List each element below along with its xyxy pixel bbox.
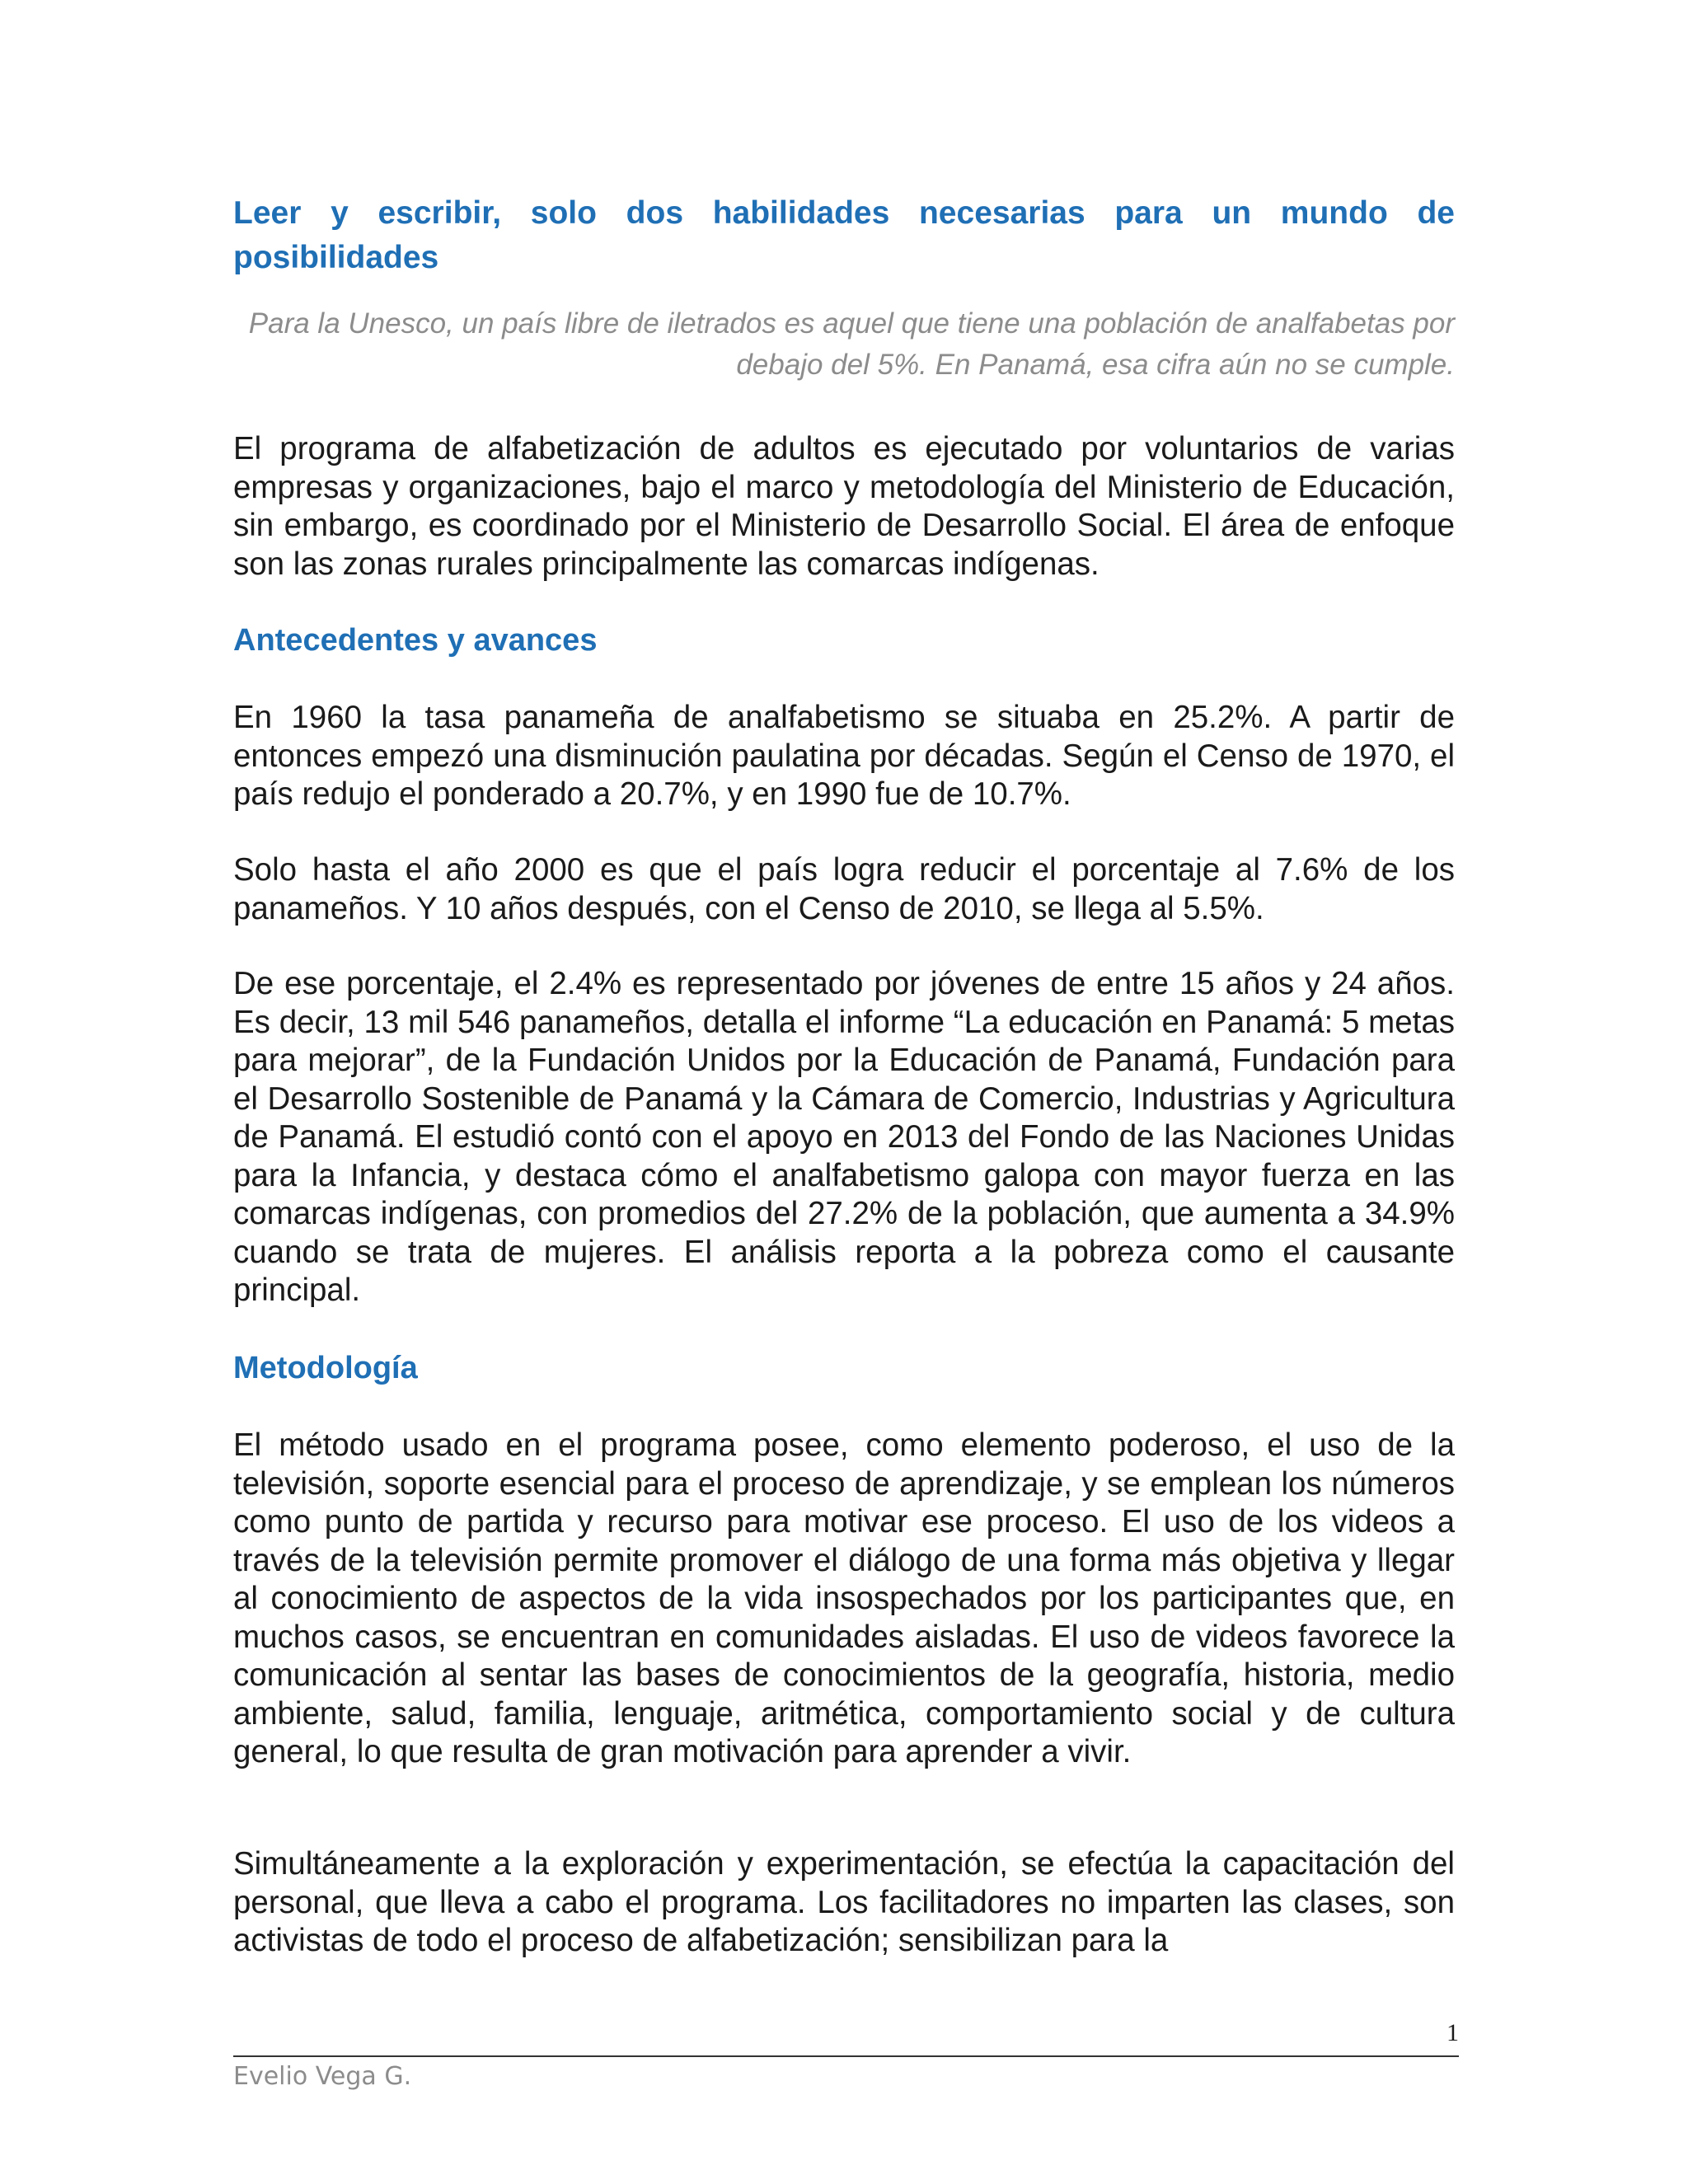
intro-block (233, 430, 1455, 583)
section-antecedentes (233, 620, 1455, 661)
section1-paragraph-2-block (233, 851, 1455, 928)
document-subtitle: Para la Unesco, un país libre de iletrados es aquel que tiene una población de analfabetas por debajo del 5%. En Panamá, esa cifra aún no se cumple. (248, 307, 1455, 381)
section2-paragraph-1-block (233, 1427, 1455, 1772)
section-heading-antecedentes: Antecedentes y avances (233, 623, 598, 658)
section2-paragraph-1: El método usado en el programa posee, como elemento poderoso, el uso de la televisión, soporte esencial para el proceso de aprendizaje, y se emplean los números como punto de partida y recurso para motivar ese proceso. El uso de los videos a través de la televisión permite promover el diálogo de una forma más objetiva y llegar al conocimiento de aspectos de la vida insospechados por los participantes que, en muchos casos, se encuentran en comunidades aisladas. El uso de videos favorece la comunicación al sentar las bases de conocimientos de la geografía, historia, medio ambiente, salud, familia, lenguaje, aritmética, comportamiento social y de cultura general, lo que resulta de gran motivación para aprender a vivir. (233, 1427, 1455, 1769)
section1-paragraph-3-block (233, 965, 1455, 1310)
section1-paragraph-1-block (233, 699, 1455, 814)
footer-divider (233, 2055, 1459, 2057)
section2-paragraph-2-block (233, 1845, 1455, 1961)
paragraph-intro: El programa de alfabetización de adultos es ejecutado por voluntarios de varias empresas y organizaciones, bajo el marco y metodología del Ministerio de Educación, sin embargo, es coordinado por el Ministerio de Desarrollo Social. El área de enfoque son las zonas rurales principalmente las comarcas indígenas. (233, 431, 1455, 582)
section1-paragraph-3: De ese porcentaje, el 2.4% es representado por jóvenes de entre 15 años y 24 años. Es decir, 13 mil 546 panameños, detalla el informe “La educación en Panamá: 5 metas para mejorar”, de la Fundación Unidos por la Educación de Panamá, Fundación para el Desarrollo Sostenible de Panamá y la Cámara de Comercio, Industrias y Agricultura de Panamá. El estudió contó con el apoyo en 2013 del Fondo de las Naciones Unidas para la Infancia, y destaca cómo el analfabetismo galopa con mayor fuerza en las comarcas indígenas, con promedios del 27.2% de la población, que aumenta a 34.9% cuando se trata de mujeres. El análisis reporta a la pobreza como el causante principal. (233, 966, 1455, 1308)
footer-author: Evelio Vega G. (233, 2062, 412, 2091)
section-metodologia (233, 1347, 1455, 1389)
section1-paragraph-1: En 1960 la tasa panameña de analfabetismo se situaba en 25.2%. A partir de entonces empezó una disminución paulatina por décadas. Según el Censo de 1970, el país redujo el ponderado a 20.7%, y en 1990 fue de 10.7%. (233, 700, 1455, 812)
title-block (233, 191, 1455, 386)
page-number: 1 (1447, 2019, 1459, 2046)
section-heading-metodologia: Metodología (233, 1351, 418, 1385)
document-title: Leer y escribir, solo dos habilidades necesarias para un mundo de posibilidades (233, 195, 1455, 275)
section2-paragraph-2: Simultáneamente a la exploración y experimentación, se efectúa la capacitación del personal, que lleva a cabo el programa. Los facilitadores no imparten las clases, son activistas de todo el proceso de alfabetización; sensibilizan para la (233, 1846, 1455, 1958)
section1-paragraph-2: Solo hasta el año 2000 es que el país logra reducir el porcentaje al 7.6% de los panameños. Y 10 años después, con el Censo de 2010, se llega al 5.5%. (233, 852, 1455, 926)
